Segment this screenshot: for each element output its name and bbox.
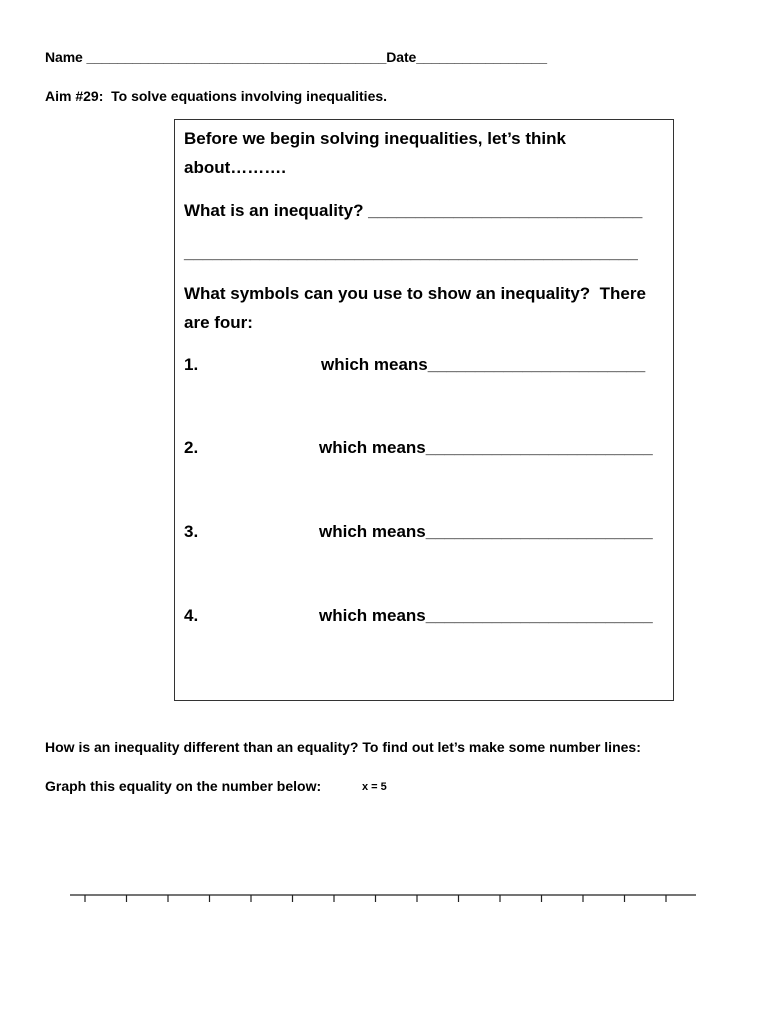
symbol-item-means[interactable]: which means________________________: [319, 438, 653, 457]
question-what-is-inequality[interactable]: What is an inequality? _____________________________: [184, 201, 643, 220]
symbol-item-number: 3.: [184, 522, 199, 541]
equation-label: x = 5: [362, 781, 387, 793]
symbol-item-number: 2.: [184, 438, 199, 457]
question-symbols-line-2: are four:: [184, 313, 253, 332]
box-intro-line-1: Before we begin solving inequalities, let’s think: [184, 129, 566, 148]
answer-blank-line[interactable]: ________________________________________________: [184, 243, 638, 262]
symbol-item-means[interactable]: which means________________________: [319, 522, 653, 541]
question-inequality-vs-equality: How is an inequality different than an equality? To find out let’s make some number lines:: [45, 739, 641, 755]
symbol-item-means[interactable]: which means________________________: [319, 606, 653, 625]
name-date-line[interactable]: Name _______________________________________Date_________________: [45, 49, 547, 65]
symbol-item-number: 4.: [184, 606, 199, 625]
number-line[interactable]: [70, 888, 700, 908]
graph-prompt: Graph this equality on the number below:: [45, 778, 322, 794]
symbol-item-means[interactable]: which means_______________________: [321, 355, 646, 374]
box-intro-line-2: about……….: [184, 158, 286, 177]
symbol-item-number: 1.: [184, 355, 199, 374]
question-symbols-line-1: What symbols can you use to show an inequality? There: [184, 284, 646, 303]
aim-heading: Aim #29: To solve equations involving inequalities.: [45, 88, 388, 104]
